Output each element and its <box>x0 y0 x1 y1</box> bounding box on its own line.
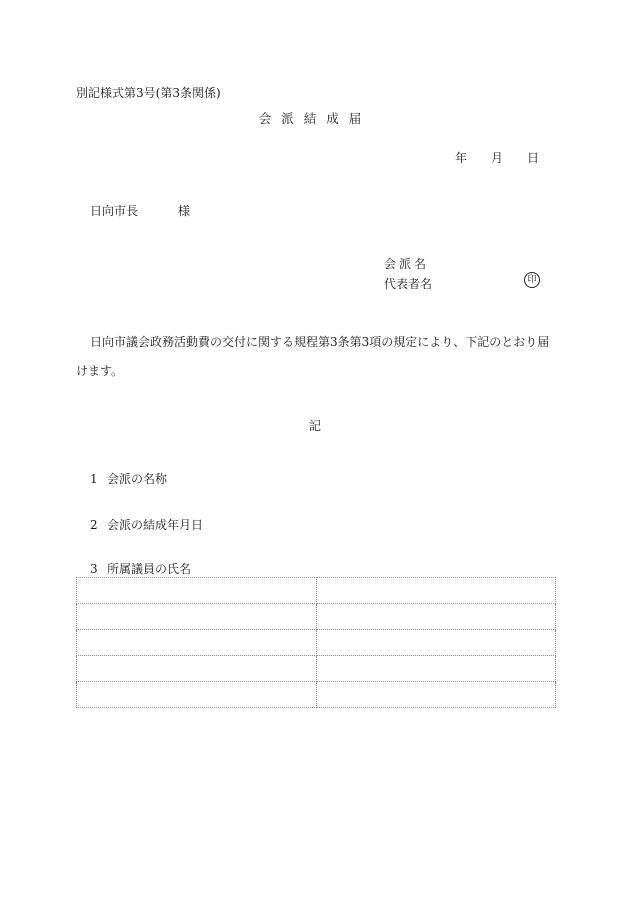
form-reference: 別記様式第3号(第3条関係) <box>76 86 221 100</box>
table-row <box>77 578 556 604</box>
addressee-honorific: 様 <box>178 204 191 218</box>
table-row <box>77 656 556 682</box>
table-cell <box>316 656 556 682</box>
item-label: 所属議員の氏名 <box>107 562 192 576</box>
body-paragraph: 日向市議会政務活動費の交付に関する規程第3条第3項の規定により、下記のとおり届けます。 <box>76 335 550 378</box>
table-cell <box>316 630 556 656</box>
seal-mark-icon: 印 <box>524 272 540 288</box>
date-day-label: 日 <box>527 151 540 165</box>
item-formation-date <box>90 516 203 533</box>
date-year-label: 年 <box>455 151 468 165</box>
item-number: 2 <box>90 518 98 532</box>
document-title: 会派結成届 <box>258 111 372 126</box>
table-cell <box>316 682 556 708</box>
table-row <box>77 630 556 656</box>
date-month-label: 月 <box>491 151 504 165</box>
table-cell <box>316 578 556 604</box>
addressee-name: 日向市長 <box>90 204 139 218</box>
table-cell <box>77 656 317 682</box>
caucus-name-label: 会派名 <box>384 257 430 271</box>
table-cell <box>77 604 317 630</box>
table-cell <box>77 578 317 604</box>
table-row <box>77 682 556 708</box>
item-label: 会派の名称 <box>107 472 168 486</box>
item-caucus-name <box>90 470 167 487</box>
date-line <box>455 149 539 166</box>
item-label: 会派の結成年月日 <box>107 518 204 532</box>
table-cell <box>77 682 317 708</box>
item-number: 1 <box>90 472 98 486</box>
representative-label: 代表者名 <box>384 277 433 291</box>
table-cell <box>77 630 317 656</box>
item-member-names <box>90 560 191 577</box>
item-number: 3 <box>90 562 98 576</box>
table-row <box>77 604 556 630</box>
addressee <box>90 202 190 219</box>
members-table <box>76 577 556 708</box>
ki-heading: 記 <box>308 419 321 433</box>
table-cell <box>316 604 556 630</box>
